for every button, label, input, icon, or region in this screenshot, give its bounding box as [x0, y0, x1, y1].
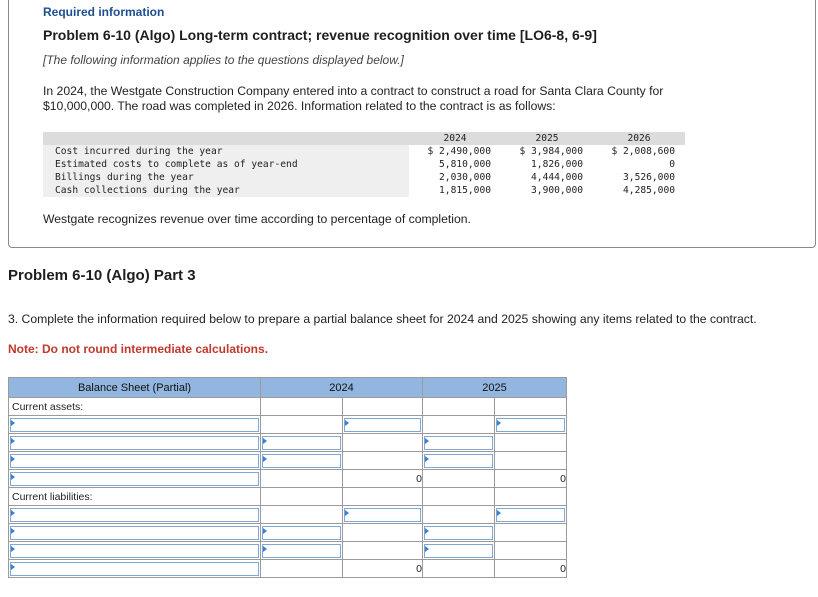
- table-row: [9, 524, 567, 542]
- liability-item-select[interactable]: [9, 561, 260, 577]
- asset-item-select[interactable]: [9, 435, 260, 451]
- cell-value: $ 2,008,600: [611, 146, 675, 157]
- row-label: Estimated costs to complete as of year-end: [43, 158, 409, 171]
- asset-2024-input[interactable]: [261, 453, 342, 469]
- cell-value: $ 3,984,000: [519, 146, 583, 157]
- asset-2024-input[interactable]: [261, 435, 342, 451]
- liabilities-total-2025: 0: [495, 560, 567, 578]
- year-2024-header: 2024: [261, 378, 423, 398]
- asset-item-select[interactable]: [9, 417, 260, 433]
- table-row: [9, 416, 567, 434]
- part-title: Problem 6-10 (Algo) Part 3: [8, 267, 196, 284]
- current-assets-row: [9, 398, 567, 416]
- balance-sheet-title: Balance Sheet (Partial): [9, 378, 261, 398]
- liabilities-total-2024: 0: [343, 560, 423, 578]
- asset-2024-input[interactable]: [343, 417, 422, 433]
- liability-item-select[interactable]: [9, 525, 260, 541]
- required-information-label: Required information: [43, 5, 165, 19]
- liability-2024-input[interactable]: [343, 507, 422, 523]
- current-assets-total-row: [9, 470, 567, 488]
- cell-value: 1,815,000: [439, 185, 491, 196]
- contract-table-header: [43, 132, 685, 145]
- question-text: 3. Complete the information required below to prepare a partial balance sheet for 2024 and 2025 showing any items related to the contract.: [8, 312, 757, 326]
- year-header: 2026: [593, 132, 685, 145]
- table-row: [43, 171, 685, 184]
- applies-note: [The following information applies to the questions displayed below.]: [43, 53, 404, 67]
- contract-data-table: [43, 132, 685, 197]
- liability-2025-input[interactable]: [423, 543, 494, 559]
- row-label: Cost incurred during the year: [43, 145, 409, 158]
- current-liabilities-row: [9, 488, 567, 506]
- liability-2025-input[interactable]: [495, 507, 566, 523]
- table-row: [43, 184, 685, 197]
- assets-total-2024: 0: [343, 470, 423, 488]
- balance-sheet-header: [9, 378, 567, 398]
- cell-value: $ 2,490,000: [427, 146, 491, 157]
- intro-text: In 2024, the Westgate Construction Company entered into a contract to construct a road for Santa Clara County for $10,000,000. The road was completed in 2026. Information related to the contract is as follows:: [43, 84, 664, 113]
- current-assets-label: Current assets:: [9, 398, 261, 416]
- cell-value: 0: [669, 159, 675, 170]
- asset-2025-input[interactable]: [423, 453, 494, 469]
- table-row: [9, 542, 567, 560]
- year-header: 2025: [501, 132, 593, 145]
- year-2025-header: 2025: [423, 378, 567, 398]
- table-row: [9, 434, 567, 452]
- table-row: [43, 145, 685, 158]
- rounding-note: Note: Do not round intermediate calculations.: [8, 342, 269, 356]
- cell-value: 5,810,000: [439, 159, 491, 170]
- problem-title: Problem 6-10 (Algo) Long-term contract; revenue recognition over time [LO6-8, 6-9]: [43, 27, 597, 43]
- balance-sheet-table: [8, 377, 567, 578]
- liability-2024-input[interactable]: [261, 543, 342, 559]
- table-row: [9, 506, 567, 524]
- liability-2025-input[interactable]: [423, 525, 494, 541]
- cell-value: 2,030,000: [439, 172, 491, 183]
- cell-value: 4,444,000: [531, 172, 583, 183]
- recognition-text: Westgate recognizes revenue over time according to percentage of completion.: [43, 212, 471, 226]
- liability-2024-input[interactable]: [261, 525, 342, 541]
- liability-item-select[interactable]: [9, 507, 260, 523]
- cell-value: 4,285,000: [623, 185, 675, 196]
- assets-total-2025: 0: [495, 470, 567, 488]
- asset-2025-input[interactable]: [495, 417, 566, 433]
- cell-value: 3,900,000: [531, 185, 583, 196]
- current-liabilities-label: Current liabilities:: [9, 488, 261, 506]
- row-label: Cash collections during the year: [43, 184, 409, 197]
- asset-2025-input[interactable]: [423, 435, 494, 451]
- cell-value: 3,526,000: [623, 172, 675, 183]
- year-header: 2024: [409, 132, 501, 145]
- table-row: [43, 158, 685, 171]
- row-label: Billings during the year: [43, 171, 409, 184]
- table-row: [9, 452, 567, 470]
- asset-item-select[interactable]: [9, 453, 260, 469]
- liability-item-select[interactable]: [9, 543, 260, 559]
- cell-value: 1,826,000: [531, 159, 583, 170]
- current-liabilities-total-row: [9, 560, 567, 578]
- asset-item-select[interactable]: [9, 471, 260, 487]
